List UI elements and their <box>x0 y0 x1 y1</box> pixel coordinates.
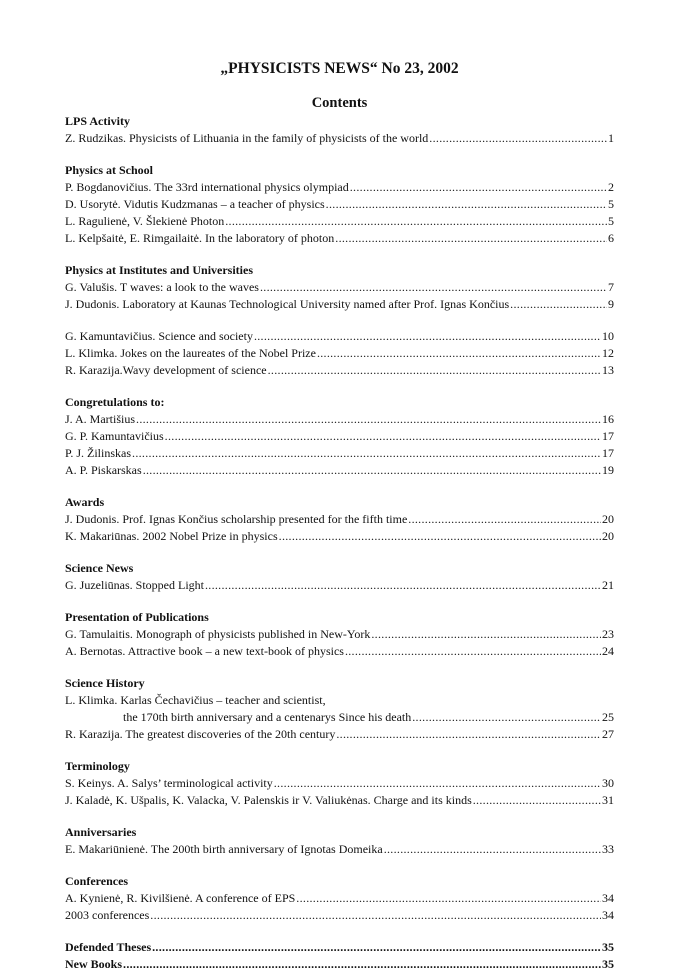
section-congratulations <box>65 394 614 479</box>
page-number: 34 <box>602 891 614 905</box>
page-number: 13 <box>602 363 614 377</box>
page-number: 17 <box>602 446 614 460</box>
toc-entry[interactable]: the 170th birth anniversary and a centenarys Since his death ..... 25 <box>65 709 614 726</box>
toc-entry[interactable]: A. P. Piskarskas ..... 19 <box>65 462 614 479</box>
page-number: 16 <box>602 412 614 426</box>
page-number: 5 <box>608 197 614 211</box>
toc-entry[interactable]: J. A. Martišius ..... 16 <box>65 411 614 428</box>
section-title: Physics at School <box>65 163 154 177</box>
toc-entry[interactable]: S. Keinys. A. Salys’ terminological activity ..... 30 <box>65 775 614 792</box>
page-number: 25 <box>602 710 614 724</box>
page-number: 2 <box>608 180 614 194</box>
contents-heading: Contents <box>311 95 368 111</box>
section-title: Physics at Institutes and Universities <box>65 263 254 277</box>
toc-entry[interactable]: P. Bogdanovičius. The 33rd international physics olympiad ..... 2 <box>65 179 614 196</box>
toc-entry-defended-theses[interactable]: Defended Theses ..... 35 <box>65 939 614 956</box>
toc-entry-line[interactable]: L. Klimka. Karlas Čechavičius – teacher and scientist, <box>65 693 326 707</box>
page-number: 12 <box>602 346 614 360</box>
page-number: 20 <box>602 529 614 543</box>
page-number: 9 <box>608 297 614 311</box>
toc-entry[interactable]: P. J. Žilinskas ..... 17 <box>65 445 614 462</box>
section-anniversaries <box>65 824 614 858</box>
toc-entry[interactable]: G. Valušis. T waves: a look to the waves ..... 7 <box>65 279 614 296</box>
section-presentation-of-publications <box>65 609 614 660</box>
page-number: 21 <box>602 578 614 592</box>
page-number: 27 <box>602 727 614 741</box>
toc-entry[interactable]: J. Dudonis. Laboratory at Kaunas Technological University named after Prof. Ignas Končius ..... 9 <box>65 296 614 313</box>
section-title: Anniversaries <box>65 825 137 839</box>
section-final <box>65 939 614 973</box>
section-physics-at-institutes <box>65 262 614 313</box>
section-science-news <box>65 560 614 594</box>
toc-page <box>65 58 614 973</box>
toc-entry[interactable]: A. Bernotas. Attractive book – a new text-book of physics ..... 24 <box>65 643 614 660</box>
page-number: 30 <box>602 776 614 790</box>
section-lps-activity <box>65 113 614 147</box>
section-physics-at-school <box>65 162 614 247</box>
section-title: Presentation of Publications <box>65 610 209 624</box>
toc-entry[interactable]: R. Karazija.Wavy development of science ..... 13 <box>65 362 614 379</box>
toc-entry[interactable]: G. Tamulaitis. Monograph of physicists published in New-York ..... 23 <box>65 626 614 643</box>
page-number: 31 <box>602 793 614 807</box>
toc-entry[interactable]: K. Makariūnas. 2002 Nobel Prize in physics ..... 20 <box>65 528 614 545</box>
toc-entry-new-books[interactable]: New Books ..... 35 <box>65 956 614 973</box>
toc-entry[interactable]: L. Ragulienė, V. Šlekienė Photon ..... 5 <box>65 213 614 230</box>
toc-entry[interactable]: G. Kamuntavičius. Science and society ..... 10 <box>65 328 614 345</box>
page-number: 24 <box>602 644 614 658</box>
toc-entry[interactable]: J. Kaladė, K. Ušpalis, K. Valacka, V. Palenskis ir V. Valiukėnas. Charge and its kinds ..... 31 <box>65 792 614 809</box>
section-title: Congretulations to: <box>65 395 165 409</box>
page-number: 6 <box>608 231 614 245</box>
page-number: 35 <box>602 940 614 954</box>
toc-entry[interactable]: D. Usorytė. Vidutis Kudzmanas – a teacher of physics ..... 5 <box>65 196 614 213</box>
toc-entry[interactable]: R. Karazija. The greatest discoveries of the 20th century ..... 27 <box>65 726 614 743</box>
page-number: 19 <box>602 463 614 477</box>
toc-entry[interactable]: 2003 conferences ..... 34 <box>65 907 614 924</box>
toc-entry[interactable]: Z. Rudzikas. Physicists of Lithuania in the family of physicists of the world ..... 1 <box>65 130 614 147</box>
page-number: 20 <box>602 512 614 526</box>
toc-entry[interactable]: E. Makariūnienė. The 200th birth anniversary of Ignotas Domeika ..... 33 <box>65 841 614 858</box>
page-number: 5 <box>608 214 614 228</box>
section-title: Awards <box>65 495 105 509</box>
section-title: Terminology <box>65 759 130 773</box>
section-title: LPS Activity <box>65 114 130 128</box>
section-title: Science News <box>65 561 134 575</box>
section-title: Conferences <box>65 874 129 888</box>
page-number: 35 <box>602 957 614 971</box>
toc-entry[interactable]: L. Klimka. Jokes on the laureates of the Nobel Prize ..... 12 <box>65 345 614 362</box>
toc-entry[interactable]: J. Dudonis. Prof. Ignas Končius scholarship presented for the fifth time ..... 20 <box>65 511 614 528</box>
toc-entry[interactable]: G. Juzeliūnas. Stopped Light ..... 21 <box>65 577 614 594</box>
section-misc <box>65 328 614 379</box>
page-number: 23 <box>602 627 614 641</box>
page-number: 7 <box>608 280 614 294</box>
section-terminology <box>65 758 614 809</box>
page-number: 34 <box>602 908 614 922</box>
page-number: 17 <box>602 429 614 443</box>
page-number: 33 <box>602 842 614 856</box>
section-title: Science History <box>65 676 145 690</box>
toc-entry[interactable]: G. P. Kamuntavičius ..... 17 <box>65 428 614 445</box>
section-conferences <box>65 873 614 924</box>
journal-title: „PHYSICISTS NEWS“ No 23, 2002 <box>220 60 459 77</box>
section-science-history <box>65 675 614 743</box>
section-awards <box>65 494 614 545</box>
toc-entry[interactable]: A. Kynienė, R. Kivilšienė. A conference of EPS ..... 34 <box>65 890 614 907</box>
page-number: 10 <box>602 329 614 343</box>
toc-entry[interactable]: L. Kelpšaitė, E. Rimgailaitė. In the laboratory of photon ..... 6 <box>65 230 614 247</box>
page-number: 1 <box>608 131 614 145</box>
